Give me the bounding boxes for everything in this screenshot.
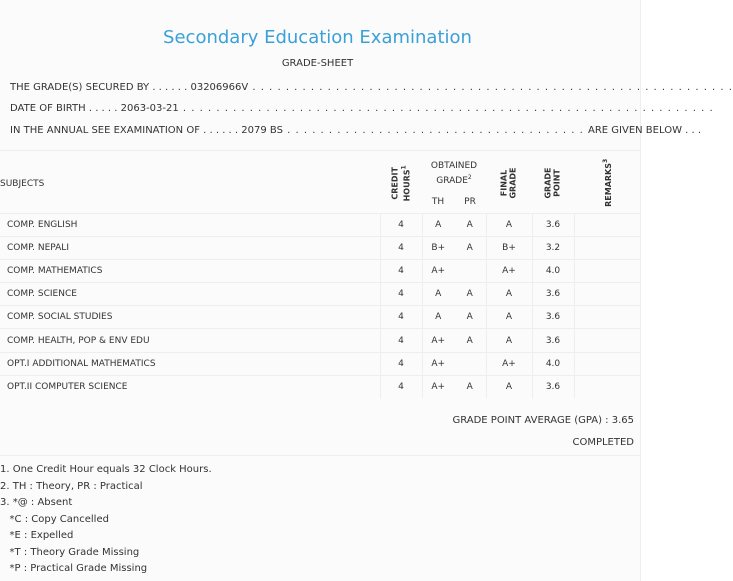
footnotes xyxy=(0,462,640,578)
cell-th-grade: A xyxy=(422,306,454,329)
col-header-obtained-sup: 2 xyxy=(467,173,472,181)
cell-th-grade: A+ xyxy=(422,259,454,282)
cell-subject: COMP. HEALTH, POP & ENV EDU xyxy=(0,329,380,352)
info-exam-dots: . . . . . . . . . . . . . . . . . . . . . . . . . . . . . . . . . . . . xyxy=(282,125,588,136)
col-header-credit-sup: 1 xyxy=(400,165,408,170)
cell-subject: COMP. ENGLISH xyxy=(0,213,380,236)
cell-th-grade: A xyxy=(422,213,454,236)
cell-pr-grade: A xyxy=(454,375,486,398)
cell-grade-point: 3.2 xyxy=(532,236,574,259)
cell-pr-grade xyxy=(454,352,486,375)
info-secured-dots: . . . . . . . . . . . . . . . . . . . . . . . . . . . . . . . . . . . . . . . . . . . . . . . . . . . . . . . . . . xyxy=(248,82,733,93)
footnote-line: *C : Copy Cancelled xyxy=(0,513,109,525)
table-row xyxy=(0,306,640,329)
cell-grade-point: 4.0 xyxy=(532,352,574,375)
col-header-credit-line2: HOURS xyxy=(402,169,412,202)
col-header-gp-line1: GRADE xyxy=(544,167,553,199)
col-header-remarks-line1: REMARKS xyxy=(603,163,613,208)
cell-remarks xyxy=(574,283,640,306)
cell-pr-grade: A xyxy=(454,236,486,259)
cell-remarks xyxy=(574,259,640,282)
col-header-grade-point-text xyxy=(544,168,562,199)
cell-final-grade: A xyxy=(486,306,532,329)
cell-grade-point: 3.6 xyxy=(532,329,574,352)
cell-subject: COMP. SOCIAL STUDIES xyxy=(0,306,380,329)
info-dob-label: DATE OF BIRTH . . . . . xyxy=(10,103,121,114)
info-exam-tail: ARE GIVEN BELOW . . . xyxy=(588,125,702,136)
cell-pr-grade: A xyxy=(454,329,486,352)
cell-remarks xyxy=(574,306,640,329)
cell-subject: COMP. SCIENCE xyxy=(0,283,380,306)
cell-th-grade: B+ xyxy=(422,236,454,259)
cell-remarks xyxy=(574,375,640,398)
col-header-gp-line2: POINT xyxy=(553,169,562,198)
page-title: Secondary Education Examination xyxy=(163,27,472,48)
grades-table-body xyxy=(0,213,640,399)
cell-final-grade: A xyxy=(486,283,532,306)
cell-credit: 4 xyxy=(380,236,422,259)
cell-remarks xyxy=(574,236,640,259)
page-subtitle: GRADE-SHEET xyxy=(281,58,354,69)
info-secured-line xyxy=(10,82,733,93)
col-header-obtained-line2: GRADE xyxy=(436,175,468,186)
footnote-line: *E : Expelled xyxy=(0,530,74,541)
info-dob-dots: . . . . . . . . . . . . . . . . . . . . . . . . . . . . . . . . . . . . . . . . . . . . . . . . . . . . . . . . . . . . . . . . xyxy=(178,103,714,114)
col-header-credit-text xyxy=(391,165,412,201)
cell-credit: 4 xyxy=(380,306,422,329)
table-row xyxy=(0,375,640,398)
col-header-pr: PR xyxy=(464,196,476,207)
cell-credit: 4 xyxy=(380,259,422,282)
info-exam-line xyxy=(10,125,702,136)
table-row xyxy=(0,213,640,236)
gpa-summary: GRADE POINT AVERAGE (GPA) : 3.65 xyxy=(452,415,634,426)
cell-grade-point: 3.6 xyxy=(532,375,574,398)
cell-pr-grade: A xyxy=(454,306,486,329)
result-status: COMPLETED xyxy=(572,437,634,448)
info-dob-line xyxy=(10,103,714,114)
cell-pr-grade: A xyxy=(454,213,486,236)
table-row xyxy=(0,236,640,259)
cell-grade-point: 4.0 xyxy=(532,259,574,282)
cell-pr-grade: A xyxy=(454,283,486,306)
cell-final-grade: A xyxy=(486,213,532,236)
cell-credit: 4 xyxy=(380,352,422,375)
cell-final-grade: A xyxy=(486,375,532,398)
divider-notes xyxy=(0,455,640,456)
cell-credit: 4 xyxy=(380,329,422,352)
table-row xyxy=(0,259,640,282)
cell-grade-point: 3.6 xyxy=(532,283,574,306)
col-header-th: TH xyxy=(431,196,445,207)
footnote-line: 1. One Credit Hour equals 32 Clock Hours. xyxy=(0,464,212,475)
cell-credit: 4 xyxy=(380,283,422,306)
cell-remarks xyxy=(574,213,640,236)
cell-final-grade: A xyxy=(486,329,532,352)
table-row xyxy=(0,283,640,306)
col-header-grade-point xyxy=(532,155,574,213)
col-header-final-line1: FINAL xyxy=(500,170,509,197)
exam-year: 2079 BS xyxy=(241,125,283,136)
cell-credit: 4 xyxy=(380,375,422,398)
cell-th-grade: A xyxy=(422,283,454,306)
cell-credit: 4 xyxy=(380,213,422,236)
cell-subject: COMP. MATHEMATICS xyxy=(0,259,380,282)
cell-final-grade: A+ xyxy=(486,352,532,375)
col-header-credit xyxy=(380,155,422,213)
cell-final-grade: B+ xyxy=(486,236,532,259)
cell-pr-grade xyxy=(454,259,486,282)
col-header-remarks-text xyxy=(601,159,613,207)
info-secured-label: THE GRADE(S) SECURED BY . . . . . . xyxy=(10,82,191,93)
grades-table xyxy=(0,155,640,399)
date-of-birth: 2063-03-21 xyxy=(120,103,179,114)
col-header-obtained-line1: OBTAINED xyxy=(430,160,478,171)
cell-subject: OPT.II COMPUTER SCIENCE xyxy=(0,375,380,398)
col-header-subjects xyxy=(0,155,380,213)
col-header-obtained xyxy=(422,155,486,191)
col-header-remarks xyxy=(574,155,640,213)
symbol-number: 03206966V xyxy=(190,82,249,93)
cell-remarks xyxy=(574,352,640,375)
info-exam-label: IN THE ANNUAL SEE EXAMINATION OF . . . . . . xyxy=(10,125,242,136)
footnote-line: *T : Theory Grade Missing xyxy=(0,546,140,558)
cell-final-grade: A+ xyxy=(486,259,532,282)
col-header-final-line2: GRADE xyxy=(509,167,518,199)
cell-subject: COMP. NEPALI xyxy=(0,236,380,259)
cell-th-grade: A+ xyxy=(422,329,454,352)
cell-grade-point: 3.6 xyxy=(532,213,574,236)
cell-remarks xyxy=(574,329,640,352)
cell-subject: OPT.I ADDITIONAL MATHEMATICS xyxy=(0,352,380,375)
footnote-line: 3. *@ : Absent xyxy=(0,497,73,508)
col-header-credit-line1: CREDIT xyxy=(390,166,400,200)
footnote-line: *P : Practical Grade Missing xyxy=(0,563,148,574)
cell-th-grade: A+ xyxy=(422,352,454,375)
col-header-subjects-text: SUBJECTS xyxy=(0,178,45,189)
footnote-line: 2. TH : Theory, PR : Practical xyxy=(0,480,143,492)
cell-grade-point: 3.6 xyxy=(532,306,574,329)
table-row xyxy=(0,352,640,375)
cell-th-grade: A+ xyxy=(422,375,454,398)
col-header-final-text xyxy=(500,168,518,199)
col-header-final xyxy=(486,155,532,213)
table-row xyxy=(0,329,640,352)
col-header-remarks-sup: 3 xyxy=(602,159,610,164)
divider xyxy=(0,150,640,151)
